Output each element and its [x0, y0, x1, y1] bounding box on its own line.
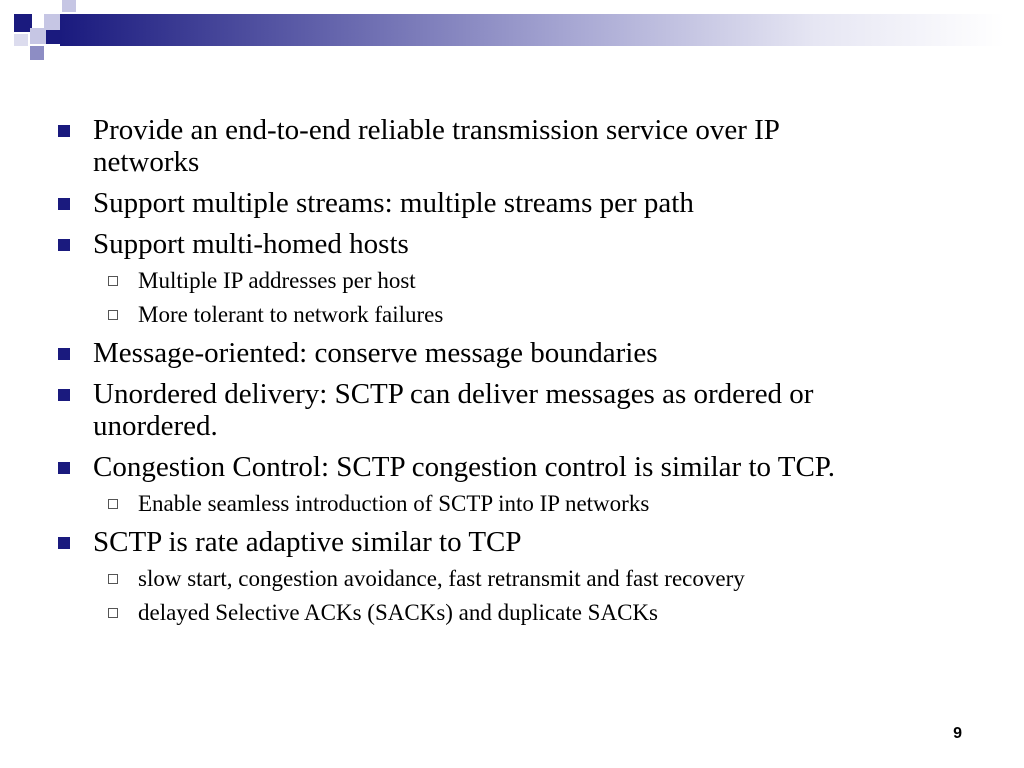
square-bullet-icon: [58, 125, 70, 137]
bullet-item: [93, 228, 409, 260]
sub-bullet-item: [138, 302, 443, 328]
bullet-text-line: Support multi-homed hosts: [93, 228, 409, 260]
bullet-text-line: SCTP is rate adaptive similar to TCP: [93, 526, 522, 558]
bullet-item: [93, 378, 813, 442]
bullet-text-line: networks: [93, 146, 200, 178]
sub-bullet-item: [138, 566, 745, 592]
bullet-item: [93, 337, 658, 369]
hollow-square-bullet-icon: [108, 608, 118, 618]
square-bullet-icon: [58, 348, 70, 360]
square-bullet-icon: [58, 198, 70, 210]
bullet-text-line: Multiple IP addresses per host: [138, 268, 416, 293]
bullet-item: [93, 187, 694, 219]
hollow-square-bullet-icon: [108, 499, 118, 509]
page-number: 9: [953, 725, 962, 742]
bullet-text-line: Unordered delivery: SCTP can deliver messages as ordered or: [93, 378, 814, 410]
bullet-item: [93, 526, 522, 558]
sub-bullet-item: [138, 600, 658, 626]
square-bullet-icon: [58, 462, 70, 474]
bullet-text-line: unordered.: [93, 410, 218, 442]
square-bullet-icon: [58, 389, 70, 401]
bullet-text-line: Support multiple streams: multiple streams per path: [93, 187, 694, 219]
bullet-text-line: More tolerant to network failures: [138, 302, 444, 327]
hollow-square-bullet-icon: [108, 310, 118, 320]
bullet-text-line: slow start, congestion avoidance, fast retransmit and fast recovery: [138, 566, 745, 591]
sub-bullet-item: [138, 268, 416, 294]
bullet-text-line: Provide an end-to-end reliable transmission service over IP: [93, 114, 780, 146]
bullet-text-line: Message-oriented: conserve message boundaries: [93, 337, 658, 369]
bullet-item: [93, 114, 780, 178]
bullet-text-line: delayed Selective ACKs (SACKs) and duplicate SACKs: [138, 600, 658, 625]
square-bullet-icon: [58, 537, 70, 549]
bullet-text-line: Congestion Control: SCTP congestion control is similar to TCP.: [93, 451, 835, 483]
sub-bullet-item: [138, 491, 649, 517]
hollow-square-bullet-icon: [108, 574, 118, 584]
square-bullet-icon: [58, 239, 70, 251]
bullet-item: [93, 451, 835, 483]
bullet-text-line: Enable seamless introduction of SCTP into IP networks: [138, 491, 650, 516]
hollow-square-bullet-icon: [108, 276, 118, 286]
